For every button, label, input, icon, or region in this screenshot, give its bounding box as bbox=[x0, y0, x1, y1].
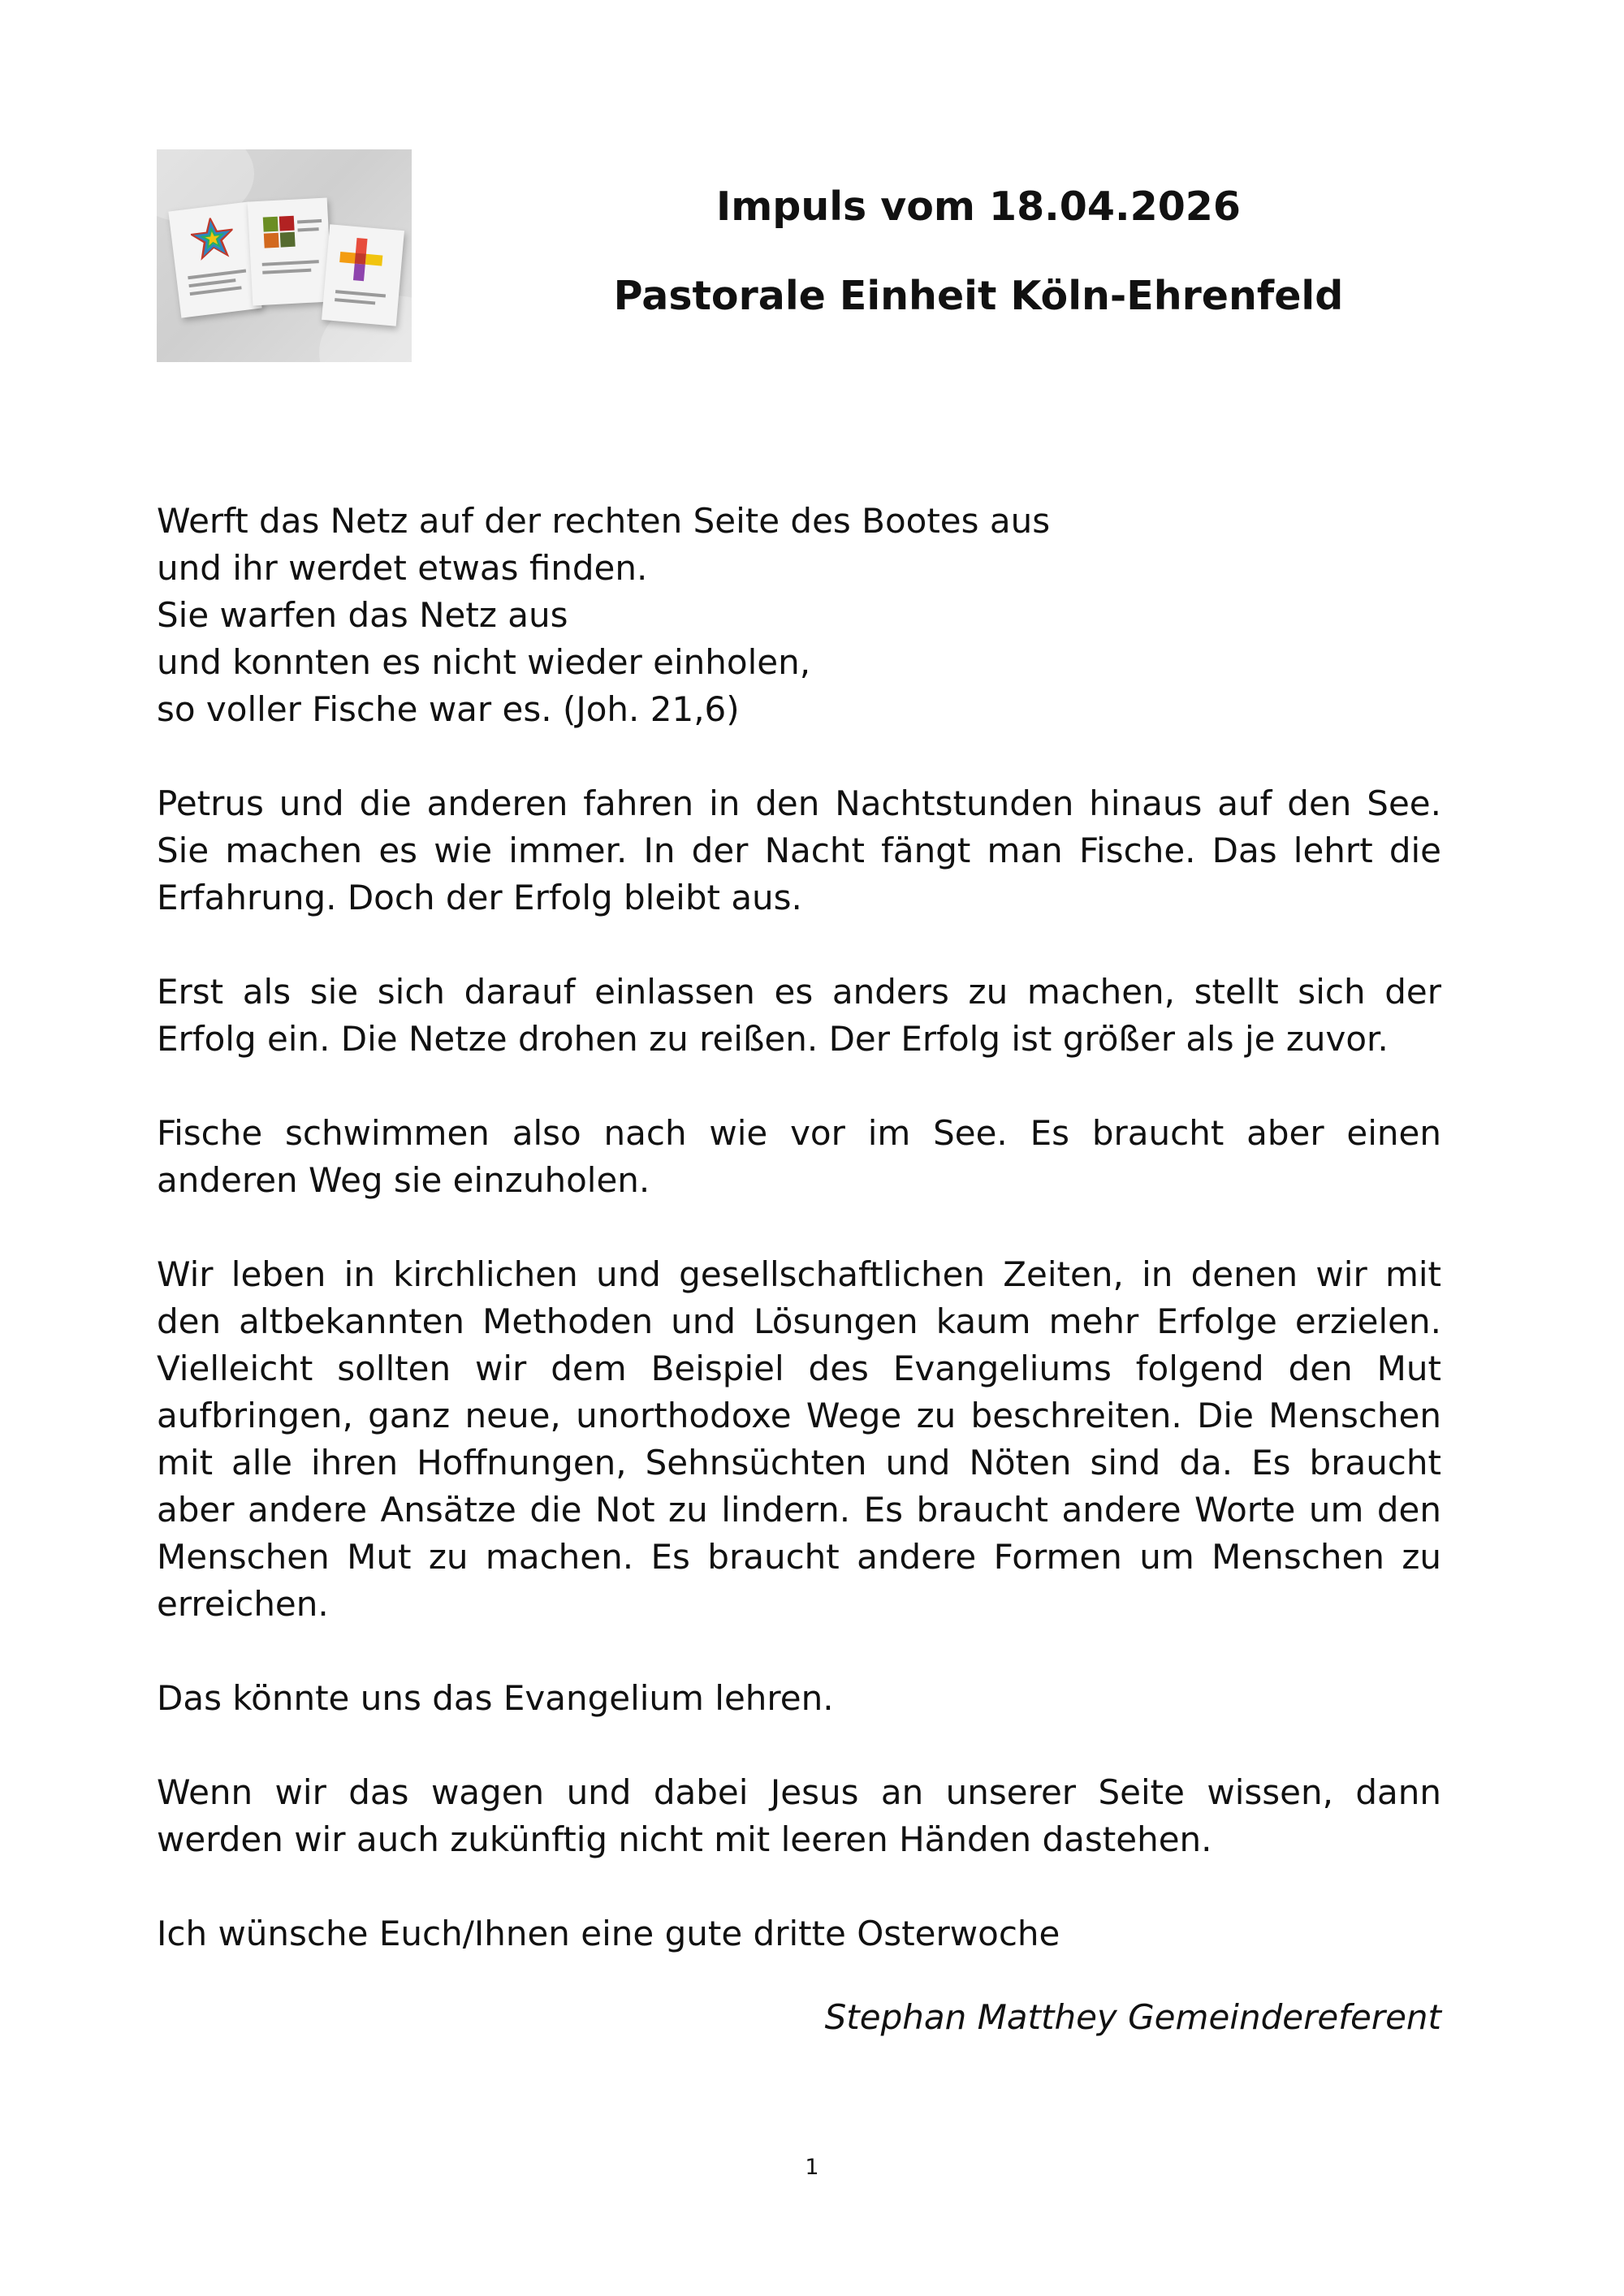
document-title: Impuls vom 18.04.2026 bbox=[716, 183, 1241, 230]
paragraph: Das könnte uns das Evangelium lehren. bbox=[157, 1678, 834, 1718]
paragraph: Ich wünsche Euch/Ihnen eine gute dritte Osterwoche bbox=[157, 1914, 1060, 1953]
paragraph: Fische schwimmen also nach wie vor im See. Es braucht aber einen anderen Weg sie einzuholen. bbox=[157, 1113, 1441, 1200]
document-body bbox=[157, 498, 1441, 1957]
page-number: 1 bbox=[805, 2155, 819, 2180]
quote-line: Werft das Netz auf der rechten Seite des Bootes aus bbox=[157, 501, 1051, 541]
bible-quote bbox=[157, 498, 1441, 733]
quote-line: und ihr werdet etwas finden. bbox=[157, 548, 648, 588]
paragraph: Petrus und die anderen fahren in den Nachtstunden hinaus auf den See. Sie machen es wie immer. In der Nacht fängt man Fische. Das lehrt die Erfahrung. Doch der Erfolg bleibt aus. bbox=[157, 783, 1441, 917]
quote-line: Sie warfen das Netz aus bbox=[157, 595, 568, 635]
quote-line: so voller Fische war es. (Joh. 21,6) bbox=[157, 689, 740, 729]
colorful-cross-icon bbox=[336, 235, 386, 284]
booklet-card-2 bbox=[248, 198, 333, 306]
colorful-star-icon bbox=[189, 215, 236, 262]
booklet-card-3 bbox=[322, 224, 404, 326]
paragraph: Wir leben in kirchlichen und gesellschaftlichen Zeiten, in denen wir mit den altbekannten Methoden und Lösungen kaum mehr Erfolge erzielen. Vielleicht sollten wir dem Beispiel des Evangeliums folgend den Mut aufbringen, ganz neue, unorthodoxe Wege zu beschreiten. Die Menschen mit alle ihren Hoffnungen, Sehnsüchten und Nöten sind da. Es braucht aber andere Ansätze die Not zu lindern. Es braucht andere Worte um den Menschen Mut zu machen. Es braucht andere Formen um Menschen zu erreichen. bbox=[157, 1254, 1441, 1624]
paragraph: Erst als sie sich darauf einlassen es anders zu machen, stellt sich der Erfolg ein. Die Netze drohen zu reißen. Der Erfolg ist größer als je zuvor. bbox=[157, 972, 1441, 1059]
document-subtitle: Pastorale Einheit Köln-Ehrenfeld bbox=[613, 273, 1344, 319]
header-logo-image bbox=[157, 149, 412, 362]
signature: Stephan Matthey Gemeindereferent bbox=[824, 1997, 1441, 2037]
paragraph: Wenn wir das wagen und dabei Jesus an unserer Seite wissen, dann werden wir auch zukünftig nicht mit leeren Händen dastehen. bbox=[157, 1772, 1441, 1859]
quote-line: und konnten es nicht wieder einholen, bbox=[157, 642, 811, 682]
